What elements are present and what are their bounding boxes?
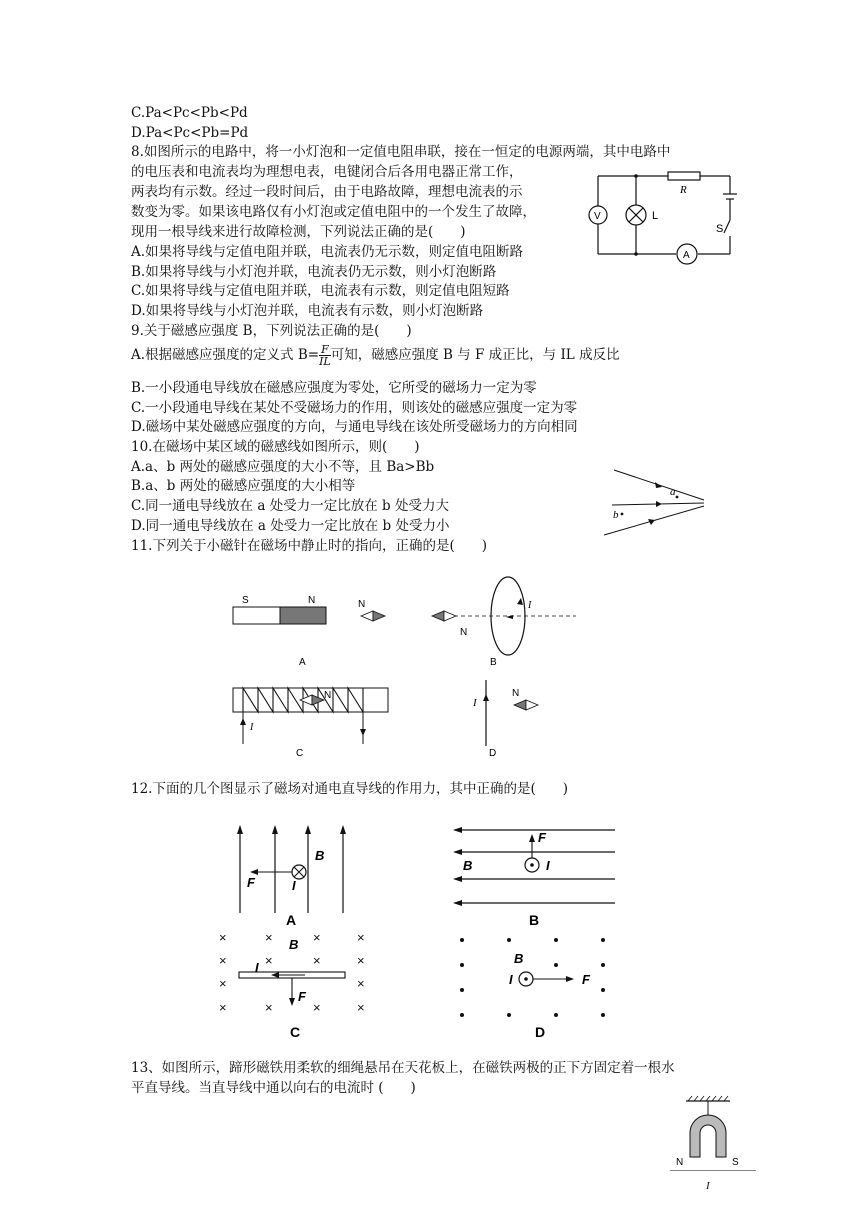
q13-label-s: S — [732, 1157, 739, 1168]
svg-text:×: × — [313, 1000, 321, 1015]
q12-d-label-b: B — [514, 951, 524, 966]
q11-c-current-arrow-out — [360, 729, 366, 736]
q12-a-label-i: I — [292, 878, 296, 893]
q10-arrowhead-1 — [655, 482, 662, 488]
q11-d-needle-dark — [514, 700, 526, 710]
q8-junction-top — [634, 174, 638, 178]
q12-b-label-f: F — [538, 830, 546, 845]
q9-option-d: D.磁场中某处磁感应强度的方向，与通电导线在该处所受磁场力的方向相同 — [131, 419, 578, 435]
svg-text:×: × — [265, 930, 273, 945]
q11-d-needle-label-n: N — [512, 688, 520, 699]
q8-label-a: A — [683, 250, 690, 261]
q8-label-s: S — [716, 223, 724, 235]
q11-b-label-i: I — [528, 600, 532, 611]
svg-text:×: × — [219, 953, 227, 968]
q10-option-b: B.a、b 两处的磁感应强度的大小相等 — [131, 478, 356, 494]
q10-stem: 10.在磁场中某区域的磁感线如图所示，则( ) — [131, 439, 420, 455]
q12-label-a: A — [286, 912, 297, 928]
q9-fraction-denominator: IL — [319, 355, 331, 368]
q12-b-field-arrows — [453, 827, 462, 906]
svg-text:×: × — [357, 930, 365, 945]
q8-option-c: C.如果将导线与定值电阻并联，电流表有示数，则定值电阻短路 — [131, 283, 510, 299]
q11-label-d: D — [489, 748, 497, 759]
q8-option-b: B.如果将导线与小灯泡并联，电流表仍无示数，则小灯泡断路 — [131, 264, 497, 280]
q12-b-force-arrow — [529, 834, 535, 842]
svg-text:×: × — [357, 976, 365, 991]
q9-option-a-prefix: A.根据磁感应强度的定义式 B= — [131, 347, 320, 363]
q11-a-needle-white — [361, 611, 373, 621]
q7-option-c: C.Pa<Pc<Pb<Pd — [131, 105, 248, 121]
q12-b-label-b: B — [463, 858, 473, 873]
q11-b-needle-label-n: N — [460, 627, 468, 638]
q13-stem-line1: 13、如图所示，蹄形磁铁用柔软的细绳悬吊在天花板上，在磁铁两极的正下方固定着一根水 — [131, 1060, 675, 1076]
q12-d-force-arrow — [566, 976, 574, 982]
q12-label-b-caption: B — [529, 912, 540, 928]
q9-option-b: B.一小段通电导线放在磁感应强度为零处，它所受的磁场力一定为零 — [131, 380, 537, 396]
q10-point-a — [676, 496, 679, 499]
q11-a-magnet-n-half — [280, 607, 326, 624]
q9-stem: 9.关于磁感应强度 B，下列说法正确的是( ) — [131, 323, 412, 339]
q8-option-d: D.如果将导线与小灯泡并联，电流表有示数，则小灯泡断路 — [131, 303, 484, 319]
svg-text:×: × — [313, 953, 321, 968]
q10-label-b: b — [613, 509, 619, 521]
q12-c-force-arrow — [289, 998, 295, 1006]
q12-b-dot — [530, 863, 534, 867]
q11-b-needle-white — [444, 611, 456, 621]
svg-text:×: × — [357, 1000, 365, 1015]
svg-text:×: × — [219, 976, 227, 991]
q8-stem-line3: 两表均有示数。经过一段时间后，由于电路故障，理想电流表的示 — [131, 184, 523, 200]
q9-option-a — [131, 344, 620, 367]
q11-a-label-n: N — [308, 595, 316, 606]
q12-c-label-f: F — [298, 989, 306, 1004]
q11-label-a: A — [299, 657, 306, 668]
q8-label-v: V — [594, 211, 601, 222]
q12-d-dot — [524, 977, 528, 981]
q8-circuit-diagram — [580, 168, 760, 270]
q11-c-label-i: I — [250, 722, 254, 733]
q10-point-b — [621, 513, 624, 516]
q10-option-a: A.a、b 两处的磁感应强度的大小不等，且 Ba>Bb — [131, 459, 435, 475]
svg-text:×: × — [219, 1000, 227, 1015]
q13-label-n: N — [676, 1157, 684, 1168]
q11-compass-diagrams — [220, 570, 580, 765]
q11-a-magnet-s-half — [233, 607, 280, 624]
q11-d-needle-white — [526, 700, 538, 710]
q11-stem: 11.下列关于小磁针在磁场中静止时的指向，正确的是( ) — [131, 538, 488, 554]
svg-text:×: × — [265, 1000, 273, 1015]
q9-formula-fraction — [319, 344, 331, 367]
q12-force-diagrams — [205, 815, 625, 1040]
q8-label-r: R — [680, 184, 687, 196]
q12-c-label-i: I — [255, 960, 259, 975]
q12-a-label-b: B — [315, 848, 325, 863]
svg-text:×: × — [313, 930, 321, 945]
svg-text:×: × — [265, 953, 273, 968]
q12-d-label-i: I — [509, 972, 513, 987]
q11-a-label-s: S — [242, 595, 249, 606]
q10-option-c: C.同一通电导线放在 a 处受力一定比放在 b 处受力大 — [131, 498, 449, 514]
q11-a-needle-label-n: N — [358, 599, 366, 610]
q12-c-label-b: B — [289, 937, 299, 952]
q9-fraction-numerator: F — [319, 344, 331, 356]
q12-a-field-arrows — [237, 825, 346, 834]
q13-stem-line2: 平直导线。当直导线中通以向右的电流时 ( ) — [131, 1080, 416, 1096]
q11-c-current-arrow-in — [240, 718, 246, 725]
q7-option-d: D.Pa<Pc<Pb=Pd — [131, 125, 249, 141]
q12-stem: 12.下面的几个图显示了磁场对通电直导线的作用力，其中正确的是( ) — [131, 781, 569, 797]
q10-field-lines-diagram — [600, 465, 710, 540]
q12-a-label-f: F — [247, 875, 255, 890]
q8-stem-line5: 现用一根导线来进行故障检测，下列说法正确的是( ) — [131, 224, 466, 240]
q9-option-c: C.一小段通电导线在某处不受磁场力的作用，则该处的磁感应强度一定为零 — [131, 400, 578, 416]
q11-b-needle-dark — [432, 611, 444, 621]
q10-label-a: a — [670, 486, 676, 498]
q11-d-current-arrow — [483, 694, 489, 701]
q8-label-l: L — [652, 210, 659, 222]
q12-d-label-f: F — [582, 972, 590, 987]
svg-text:×: × — [357, 953, 365, 968]
q13-magnet — [690, 1115, 726, 1157]
q12-b-label-i: I — [546, 858, 550, 873]
q11-d-label-i: I — [473, 697, 477, 709]
q8-option-a: A.如果将导线与定值电阻并联，电流表仍无示数，则定值电阻断路 — [131, 244, 524, 260]
q13-horseshoe-magnet-diagram — [668, 1093, 758, 1171]
q8-stem-line2: 的电压表和电流表均为理想电表，电键闭合后各用电器正常工作， — [131, 164, 523, 180]
q8-stem-line1: 8.如图所示的电路中，将一小灯泡和一定值电阻串联，接在一恒定的电源两端，其中电路中 — [131, 144, 671, 160]
q12-label-c: C — [290, 1024, 301, 1040]
q8-stem-line4: 数变为零。如果该电路仅有小灯泡或定值电阻中的一个发生了故障， — [131, 204, 536, 220]
q11-c-needle-label-n: N — [324, 690, 332, 701]
q11-b-current-arrow — [517, 598, 523, 605]
q13-ceiling-hatch — [688, 1096, 728, 1101]
q8-junction-bottom — [634, 252, 638, 256]
q11-a-needle-dark — [373, 611, 385, 621]
q10-option-d: D.同一通电导线放在 a 处受力一定比放在 b 处受力小 — [131, 518, 450, 534]
q11-label-c: C — [296, 748, 304, 759]
q13-label-i: I — [706, 1180, 710, 1192]
svg-text:×: × — [219, 930, 227, 945]
q11-label-b: B — [490, 657, 497, 668]
q10-arrowhead-2 — [656, 501, 662, 507]
q12-label-d: D — [535, 1024, 546, 1040]
q11-b-axis-arrow — [506, 615, 513, 619]
q9-option-a-suffix: 可知，磁感应强度 B 与 F 成正比，与 IL 成反比 — [330, 347, 620, 363]
